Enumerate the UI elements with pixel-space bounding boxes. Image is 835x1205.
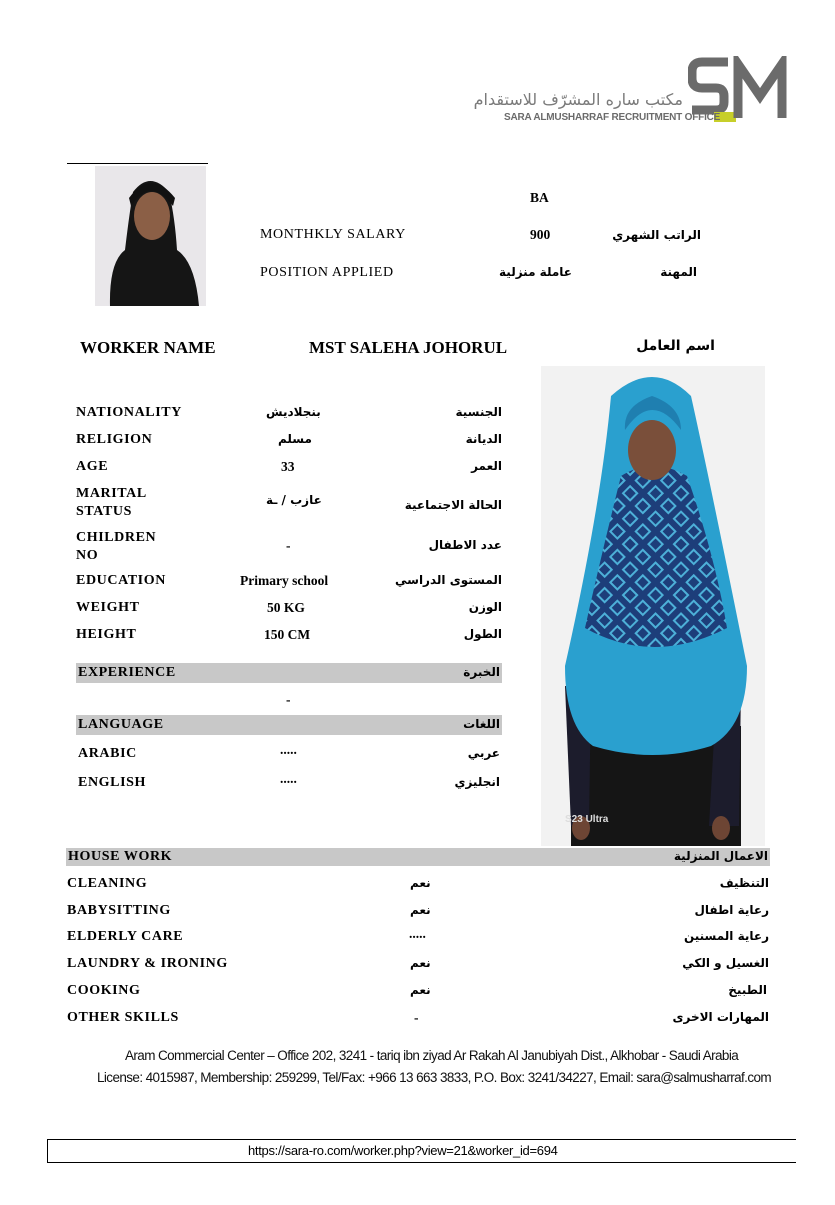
detail-label: AGE (76, 459, 109, 474)
detail-value: مسلم (278, 432, 312, 446)
housework-item-label-ar: رعاية اطفال (694, 903, 769, 917)
detail-label: RELIGION (76, 432, 153, 447)
detail-label-ar: الطول (463, 627, 502, 641)
worker-name-label: WORKER NAME (80, 338, 216, 357)
experience-value: - (286, 692, 291, 707)
position-label: POSITION APPLIED (260, 265, 394, 280)
language-label-ar: اللغات (463, 717, 500, 731)
housework-item-value: - (414, 1010, 419, 1025)
worker-full-photo (541, 366, 765, 846)
detail-value: عازب / ـة (266, 493, 322, 507)
housework-label: HOUSE WORK (68, 849, 173, 864)
logo-arabic-name: مكتب ساره المشرّف للاستقدام (473, 90, 683, 109)
housework-item-value: نعم (410, 876, 431, 890)
experience-label: EXPERIENCE (78, 665, 176, 680)
worker-name: MST SALEHA JOHORUL (309, 338, 508, 357)
photo-top-rule (67, 163, 208, 164)
housework-item-label: ELDERLY CARE (67, 929, 184, 944)
language-label: LANGUAGE (78, 717, 164, 732)
housework-item-label: LAUNDRY & IRONING (67, 956, 228, 971)
detail-label-ar: الديانة (465, 432, 502, 446)
detail-label: HEIGHT (76, 627, 137, 642)
housework-item-value: نعم (410, 983, 431, 997)
footer-address: Aram Commercial Center – Office 202, 3241 - tariq ibn ziyad Ar Rakah Al Janubiyah Dist., Alkhobar - Saudi Arabia (125, 1048, 739, 1063)
housework-item-value: ..... (409, 926, 426, 941)
housework-label-ar: الاعمال المنزلية (673, 849, 768, 863)
logo-english-name: SARA ALMUSHARRAF RECRUITMENT OFFICE (504, 112, 721, 123)
salary-value: 900 (530, 227, 551, 242)
detail-value: 33 (281, 459, 295, 474)
url-box (47, 1139, 796, 1163)
language-value: ..... (280, 771, 297, 786)
footer-contact: License: 4015987, Membership: 259299, Tel/Fax: +966 13 663 3833, P.O. Box: 3241/34227, Email: sara@salmusharraf.com (97, 1070, 772, 1085)
worker-page-link[interactable]: https://sara-ro.com/worker.php?view=21&worker_id=694 (248, 1143, 558, 1158)
detail-label-ar: الجنسية (455, 405, 502, 419)
language-label-ar-item: عربي (467, 746, 500, 760)
experience-header-bar (76, 663, 502, 683)
housework-item-label-ar: الغسيل و الكي (682, 956, 769, 970)
worker-code: BA (530, 190, 549, 205)
housework-item-value: نعم (410, 956, 431, 970)
position-label-ar: المهنة (660, 265, 697, 279)
salary-label: MONTHKLY SALARY (260, 227, 406, 242)
detail-label-ar: الوزن (468, 600, 502, 614)
housework-item-label-ar: المهارات الاخرى (672, 1010, 769, 1024)
housework-item-label: BABYSITTING (67, 903, 171, 918)
language-label-en: ENGLISH (78, 775, 146, 790)
detail-label-ar: عدد الاطفال (428, 538, 502, 552)
housework-item-label-ar: التنظيف (719, 876, 769, 890)
detail-value: بنجلاديش (266, 405, 321, 419)
detail-value: Primary school (240, 573, 329, 588)
housework-item-label: CLEANING (67, 876, 148, 891)
detail-label: MARITAL STATUS (76, 486, 147, 519)
detail-label: WEIGHT (76, 600, 140, 615)
detail-value: - (286, 538, 291, 553)
housework-item-label: OTHER SKILLS (67, 1010, 179, 1025)
housework-header-bar (66, 848, 770, 866)
detail-label: CHILDREN NO (76, 530, 157, 563)
position-value: عاملة منزلية (499, 265, 572, 279)
detail-label-ar: المستوى الدراسي (395, 573, 502, 587)
language-header-bar (76, 715, 502, 735)
housework-item-label-ar: رعاية المسنين (683, 929, 769, 943)
housework-item-label-ar: الطبيخ (728, 983, 767, 997)
detail-label: NATIONALITY (76, 405, 182, 420)
language-label-ar-item: انجليزي (454, 775, 500, 789)
language-label-en: ARABIC (78, 746, 137, 761)
worker-name-label-ar: اسم العامل (636, 338, 715, 354)
experience-label-ar: الخبرة (463, 665, 500, 679)
housework-item-label: COOKING (67, 983, 141, 998)
salary-label-ar: الراتب الشهري (612, 228, 701, 242)
language-value: ..... (280, 742, 297, 757)
detail-label-ar: العمر (471, 459, 502, 473)
photo-watermark: S23 Ultra (565, 814, 609, 825)
detail-label-ar: الحالة الاجتماعية (404, 498, 502, 512)
detail-value: 150 CM (264, 627, 311, 642)
housework-item-value: نعم (410, 903, 431, 917)
worker-portrait-photo (95, 166, 206, 306)
detail-label: EDUCATION (76, 573, 166, 588)
detail-value: 50 KG (267, 600, 305, 615)
company-logo (473, 52, 795, 128)
